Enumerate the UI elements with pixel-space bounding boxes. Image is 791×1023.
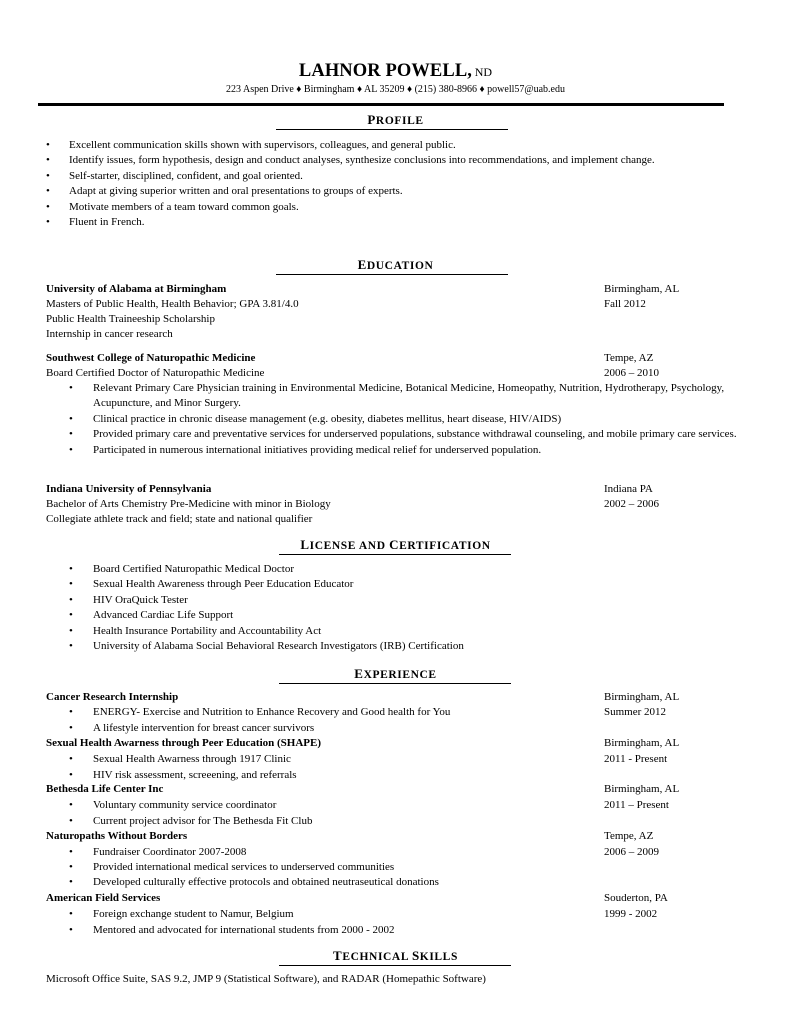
- list-item: • Mentored and advocated for international students from 2000 - 2002: [69, 923, 589, 938]
- uab-row: [46, 282, 746, 297]
- profile-heading: PROFILE: [367, 112, 424, 127]
- job-title: Sexual Health Awarness through Peer Education (SHAPE): [46, 737, 322, 749]
- iup-row: [46, 482, 746, 497]
- uab-detail: Internship in cancer research: [46, 328, 173, 340]
- job-bullet-row: [46, 845, 746, 860]
- experience-heading: EXPERIENCE: [354, 666, 437, 681]
- job-date: 2011 - Present: [604, 753, 668, 765]
- degree-date: Fall 2012: [604, 298, 646, 310]
- name-heading: [0, 61, 791, 81]
- job-bullet-row: [46, 907, 746, 922]
- degree: Masters of Public Health, Health Behavior; GPA 3.81/4.0: [46, 298, 299, 310]
- list-item: • HIV risk assessment, screeening, and referrals: [69, 768, 589, 783]
- full-name: LAHNOR POWELL,: [298, 61, 472, 81]
- list-item: • Developed culturally effective protocols and obtained neutraseutical donations: [69, 875, 589, 890]
- list-item: • Motivate members of a team toward common goals.: [46, 200, 726, 215]
- job-location: Tempe, AZ: [604, 830, 654, 842]
- job-bullet-row: [46, 798, 746, 813]
- contact-line: 223 Aspen Drive ♦ Birmingham ♦ AL 35209 ♦ (215) 380-8966 ♦ powell57@uab.edu: [226, 84, 565, 95]
- swc-degree-row: [46, 366, 746, 381]
- job-title-row: [46, 829, 746, 844]
- list-item: • Foreign exchange student to Namur, Belgium: [69, 907, 589, 922]
- list-item: • Adapt at giving superior written and oral presentations to groups of experts.: [46, 184, 726, 199]
- profile-list: [46, 138, 726, 230]
- education-rule: [276, 274, 508, 275]
- list-item: • Fundraiser Coordinator 2007-2008: [69, 845, 589, 860]
- job-date: Summer 2012: [604, 706, 667, 718]
- job-bullet-row: [46, 752, 746, 767]
- job-title: Bethesda Life Center Inc: [46, 783, 164, 795]
- list-item: • Clinical practice in chronic disease management (e.g. obesity, diabetes mellitus, heart disease, HIV/AIDS): [69, 412, 737, 427]
- list-item: • Provided primary care and preventative services for underserved populations, substance withdrawal counseling, and mobile primary care services.: [69, 427, 737, 442]
- list-item: • Self-starter, disciplined, confident, and goal oriented.: [46, 169, 726, 184]
- school-location: Tempe, AZ: [604, 352, 654, 364]
- list-item: • Excellent communication skills shown with supervisors, colleagues, and general public.: [46, 138, 726, 153]
- job-title-row: [46, 736, 746, 751]
- list-item: • Sexual Health Awareness through Peer Education Educator: [69, 577, 737, 592]
- job-title-row: [46, 782, 746, 797]
- skills-heading: TECHNICAL SKILLS: [333, 948, 458, 963]
- credential: ND: [474, 65, 493, 79]
- license-rule: [279, 554, 511, 555]
- uab-detail: Public Health Traineeship Scholarship: [46, 313, 215, 325]
- job-title-row: [46, 891, 746, 906]
- list-item: • Provided international medical services to underserved communities: [69, 860, 589, 875]
- degree-date: 2002 – 2006: [604, 498, 659, 510]
- skills-rule: [279, 965, 511, 966]
- school-location: Birmingham, AL: [604, 283, 680, 295]
- school-name: Indiana University of Pennsylvania: [46, 483, 212, 495]
- list-item: • Advanced Cardiac Life Support: [69, 608, 737, 623]
- iup-detail: Collegiate athlete track and field; state and national qualifier: [46, 513, 313, 525]
- school-location: Indiana PA: [604, 483, 653, 495]
- job-date: 1999 - 2002: [604, 908, 658, 920]
- job-title: Naturopaths Without Borders: [46, 830, 188, 842]
- iup-degree-row: [46, 497, 746, 512]
- degree: Board Certified Doctor of Naturopathic Medicine: [46, 367, 265, 379]
- list-item: • Participated in numerous international initiatives providing medical relief for underserved population.: [69, 443, 737, 458]
- swc-list: [69, 381, 737, 458]
- experience-rule: [279, 683, 511, 684]
- list-item: • ENERGY- Exercise and Nutrition to Enhance Recovery and Good health for You: [69, 705, 589, 720]
- list-item: • Relevant Primary Care Physician training in Environmental Medicine, Botanical Medicine, Homeopathy, Nutrition, Hydrotherapy, Psychology, Acupuncture, and Minor Surgery.: [69, 381, 737, 412]
- job-date: 2006 – 2009: [604, 846, 659, 858]
- list-item: • Health Insurance Portability and Accountability Act: [69, 624, 737, 639]
- job-location: Birmingham, AL: [604, 691, 680, 703]
- job-bullet-row: [46, 705, 746, 720]
- license-list: [69, 562, 737, 654]
- list-item: • Sexual Health Awarness through 1917 Clinic: [69, 752, 589, 767]
- list-item: • Identify issues, form hypothesis, design and conduct analyses, synthesize conclusions into recommendations, and implement change.: [46, 153, 726, 168]
- job-date: 2011 – Present: [604, 799, 669, 811]
- job-location: Birmingham, AL: [604, 783, 680, 795]
- education-heading: EDUCATION: [357, 257, 434, 272]
- list-item: • University of Alabama Social Behavioral Research Investigators (IRB) Certification: [69, 639, 737, 654]
- list-item: • Voluntary community service coordinator: [69, 798, 589, 813]
- profile-rule: [276, 129, 508, 130]
- job-title: Cancer Research Internship: [46, 691, 179, 703]
- job-title: American Field Services: [46, 892, 161, 904]
- list-item: • Board Certified Naturopathic Medical Doctor: [69, 562, 737, 577]
- uab-degree-row: [46, 297, 746, 312]
- license-heading: LICENSE AND CERTIFICATION: [300, 537, 491, 552]
- school-name: Southwest College of Naturopathic Medicine: [46, 352, 256, 364]
- degree-date: 2006 – 2010: [604, 367, 659, 379]
- job-title-row: [46, 690, 746, 705]
- header-rule: [38, 103, 724, 106]
- degree: Bachelor of Arts Chemistry Pre-Medicine with minor in Biology: [46, 498, 331, 510]
- list-item: • Fluent in French.: [46, 215, 726, 230]
- school-name: University of Alabama at Birmingham: [46, 283, 227, 295]
- list-item: • A lifestyle intervention for breast cancer survivors: [69, 721, 589, 736]
- job-location: Birmingham, AL: [604, 737, 680, 749]
- list-item: • HIV OraQuick Tester: [69, 593, 737, 608]
- list-item: • Current project advisor for The Bethesda Fit Club: [69, 814, 589, 829]
- job-location: Souderton, PA: [604, 892, 668, 904]
- skills-text: Microsoft Office Suite, SAS 9.2, JMP 9 (Statistical Software), and RADAR (Homepathic Software): [46, 973, 486, 985]
- swc-row: [46, 351, 746, 366]
